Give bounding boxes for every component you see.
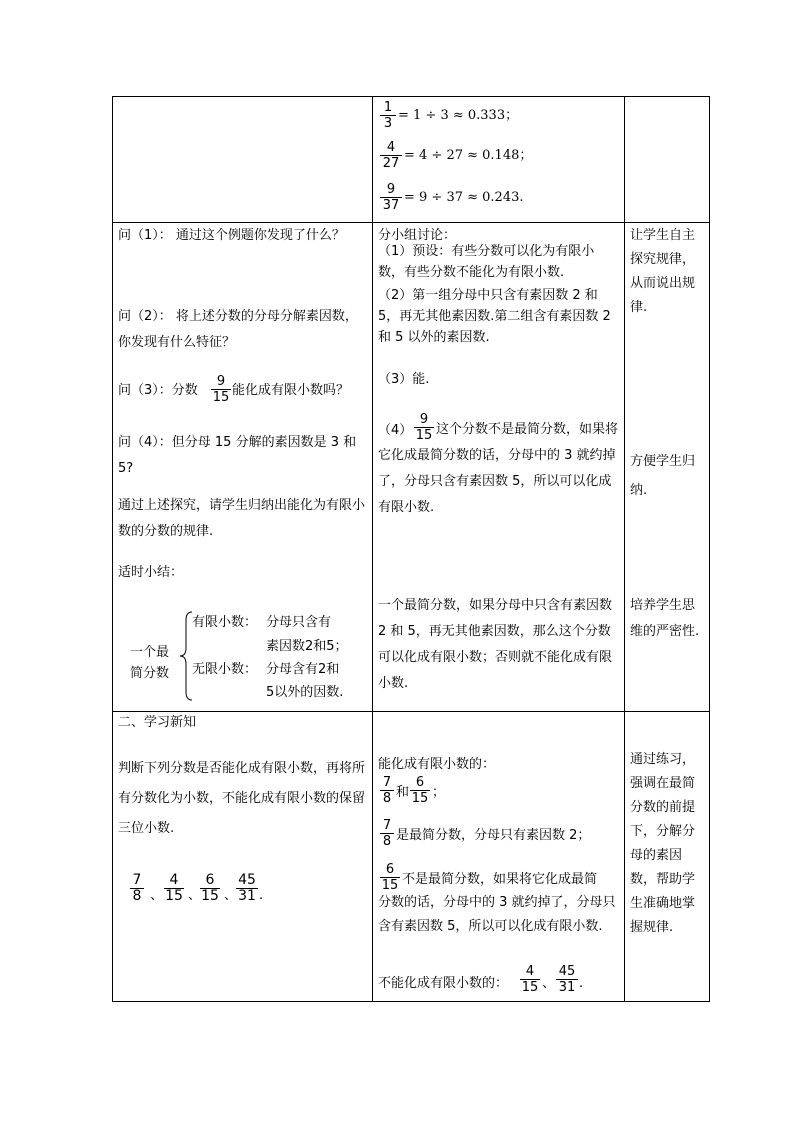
question-3-prefix: 问（3）：分数 (118, 383, 198, 398)
finite-decimal-label: 有限小数： (192, 615, 258, 630)
answer-cannot-fraction-1: $\frac{4}{15}$ (521, 964, 539, 995)
question-2: 问（2）： 将上述分数的分母分解素因数，你发现有什么特征？ (118, 309, 358, 350)
summary-title: 适时小结： (118, 565, 184, 580)
exercise-separator-1: 、 (150, 888, 164, 903)
answer-reason-1-fraction: $\frac{7}{8}$ (380, 818, 394, 849)
answer-can-title: 能化成有限小数的： (378, 757, 496, 772)
equation-row-2: = 4 ÷ 27 ≈ 0.148； (404, 148, 533, 163)
discussion-answer-1: （1）预设：有些分数可以化为有限小数，有些分数不能化为有限小数. (378, 244, 595, 280)
exercise-fraction-6-15: $\frac{6}{15}$ (201, 872, 219, 904)
teaching-note-4: 通过练习，强调在最简分数的前提下，分解分母的素因数，帮助学生准确地掌握规律. (630, 752, 696, 935)
answer-cannot-fraction-2: $\frac{45}{31}$ (556, 964, 578, 995)
summary-label-line2: 简分数 (130, 666, 170, 681)
teaching-note-2: 方便学生归纳. (630, 454, 696, 498)
fraction-1-3: $\frac{1}{3}$ (380, 100, 396, 131)
finite-decimal-text-1: 分母只含有 (266, 615, 332, 630)
question-3-suffix: 能化成有限小数吗？ (232, 383, 350, 398)
fraction-9-37: $\frac{9}{37}$ (380, 182, 402, 213)
answer-reason-2-fraction: $\frac{6}{15}$ (381, 862, 399, 893)
answer-reason-2-rest: 分数的话，分母中的 3 就约掉了，分母只含有素因数 5，所以可以化成有限小数. (378, 895, 616, 934)
infinite-decimal-label: 无限小数： (192, 662, 258, 677)
answer-cannot-title: 不能化成有限小数的： (378, 976, 509, 991)
discussion-title: 分小组讨论： (378, 228, 457, 243)
equation-row-1: = 1 ÷ 3 ≈ 0.333； (398, 108, 519, 123)
teaching-note-1: 让学生自主探究规律，从而说出规律. (630, 228, 696, 315)
discussion-conclusion: 一个最简分数，如果分母中只含有素因数 2 和 5，再无其他素因数，那么这个分数可以化成有限小数；否则就不能化成有限小数. (378, 598, 613, 691)
question-4: 问（4）：但分母 15 分解的素因数是 3 和 5? (118, 435, 357, 476)
answer-can-and: 和 (396, 785, 410, 800)
discussion-answer-4-text: 这个分数不是最简分数，如果将它化成最简分数的话，分母中的 3 就约掉了，分母只含有素因数 5，所以可以化成有限小数. (378, 422, 619, 515)
infinite-decimal-text-1: 分母含有2和 (266, 662, 340, 677)
fraction-4-27: $\frac{4}{27}$ (380, 140, 402, 171)
section-heading: 二、学习新知 (118, 715, 197, 730)
discussion-answer-3: （3）能. (378, 372, 430, 387)
question-1: 问（1）： 通过这个例题你发现了什么？ (118, 228, 345, 243)
answer-cannot-separator: 、 (542, 976, 556, 991)
summary-label-line1: 一个最 (130, 645, 170, 660)
teaching-note-3: 培养学生思维的严密性. (630, 598, 700, 639)
question-3-fraction: $\frac{9}{15}$ (212, 374, 230, 405)
finite-decimal-text-2: 素因数2和5； (266, 639, 348, 654)
answer-reason-2-line1: 不是最简分数，如果将它化成最简 (402, 872, 598, 887)
exercise-end: . (259, 888, 264, 903)
exercise-separator-2: 、 (188, 888, 202, 903)
answer-can-fraction-1: $\frac{7}{8}$ (380, 775, 394, 806)
answer-can-fraction-2: $\frac{6}{15}$ (411, 775, 429, 806)
equation-row-3: = 9 ÷ 37 ≈ 0.243. (404, 190, 524, 205)
exercise-separator-3: 、 (224, 888, 238, 903)
exercise-fraction-45-31: $\frac{45}{31}$ (236, 873, 258, 904)
discussion-answer-4-prefix: （4） (378, 423, 413, 438)
answer-reason-1-text: 是最简分数，分母只有素因数 2； (396, 828, 591, 843)
induction-prompt: 通过上述探究，请学生归纳出能化为有限小数的分数的规律. (118, 498, 366, 539)
infinite-decimal-text-2: 5以外的因数. (266, 685, 344, 700)
exercise-fraction-7-8: $\frac{7}{8}$ (130, 873, 144, 904)
answer-cannot-end: . (579, 976, 584, 991)
exercise-fraction-4-15: $\frac{4}{15}$ (165, 872, 183, 904)
discussion-answer-4-fraction: $\frac{9}{15}$ (415, 412, 433, 443)
exercise-task: 判断下列分数是否能化成有限小数，再将所有分数化为小数，不能化成有限小数的保留三位小数. (118, 761, 366, 836)
answer-can-end: ； (432, 785, 446, 800)
discussion-answer-2: （2）第一组分母中只含有素因数 2 和 5，再无其他素因数.第二组含有素因数 2 和 5 以外的素因数. (378, 288, 611, 345)
